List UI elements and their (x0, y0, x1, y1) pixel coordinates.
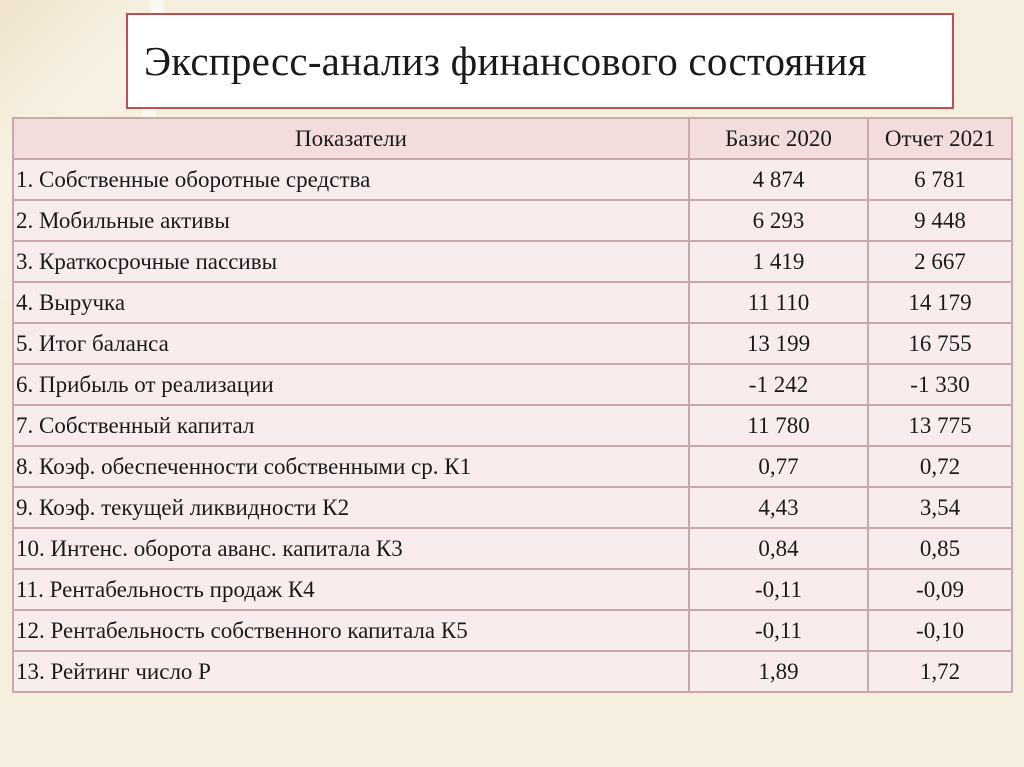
report-value-cell: 14 179 (868, 282, 1012, 323)
indicator-cell: 9. Коэф. текущей ликвидности К2 (13, 487, 689, 528)
table-row (13, 487, 1012, 528)
table-row (13, 569, 1012, 610)
table-row (13, 651, 1012, 692)
base-value-cell: -0,11 (689, 610, 868, 651)
table-row (13, 364, 1012, 405)
indicator-cell: 10. Интенс. оборота аванс. капитала К3 (13, 528, 689, 569)
indicator-cell: 8. Коэф. обеспеченности собственными ср. К1 (13, 446, 689, 487)
indicator-cell: 13. Рейтинг число Р (13, 651, 689, 692)
report-value-cell: -1 330 (868, 364, 1012, 405)
financial-table-container (12, 117, 1013, 693)
base-value-cell: 1 419 (689, 241, 868, 282)
table-row (13, 241, 1012, 282)
base-value-cell: -0,11 (689, 569, 868, 610)
indicator-cell: 2. Мобильные активы (13, 200, 689, 241)
table-header-row (13, 118, 1012, 159)
base-value-cell: 0,84 (689, 528, 868, 569)
indicator-cell: 6. Прибыль от реализации (13, 364, 689, 405)
base-value-cell: 11 780 (689, 405, 868, 446)
indicator-cell: 12. Рентабельность собственного капитала К5 (13, 610, 689, 651)
header-base-2020: Базис 2020 (689, 118, 868, 159)
table-row (13, 528, 1012, 569)
table-row (13, 323, 1012, 364)
base-value-cell: 13 199 (689, 323, 868, 364)
report-value-cell: 3,54 (868, 487, 1012, 528)
header-report-2021: Отчет 2021 (868, 118, 1012, 159)
base-value-cell: 11 110 (689, 282, 868, 323)
base-value-cell: 1,89 (689, 651, 868, 692)
table-row (13, 446, 1012, 487)
indicator-cell: 5. Итог баланса (13, 323, 689, 364)
base-value-cell: 4 874 (689, 159, 868, 200)
report-value-cell: 2 667 (868, 241, 1012, 282)
slide-title: Экспресс-анализ финансового состояния (144, 38, 867, 84)
title-box (126, 13, 954, 109)
table-row (13, 282, 1012, 323)
report-value-cell: -0,09 (868, 569, 1012, 610)
table-row (13, 610, 1012, 651)
report-value-cell: 1,72 (868, 651, 1012, 692)
indicator-cell: 3. Краткосрочные пассивы (13, 241, 689, 282)
report-value-cell: 13 775 (868, 405, 1012, 446)
table-row (13, 200, 1012, 241)
report-value-cell: -0,10 (868, 610, 1012, 651)
header-indicators: Показатели (13, 118, 689, 159)
base-value-cell: 4,43 (689, 487, 868, 528)
report-value-cell: 6 781 (868, 159, 1012, 200)
report-value-cell: 9 448 (868, 200, 1012, 241)
report-value-cell: 0,85 (868, 528, 1012, 569)
base-value-cell: 6 293 (689, 200, 868, 241)
table-row (13, 405, 1012, 446)
base-value-cell: 0,77 (689, 446, 868, 487)
indicator-cell: 11. Рентабельность продаж К4 (13, 569, 689, 610)
indicator-cell: 1. Собственные оборотные средства (13, 159, 689, 200)
report-value-cell: 16 755 (868, 323, 1012, 364)
table-row (13, 159, 1012, 200)
financial-table (12, 117, 1013, 693)
report-value-cell: 0,72 (868, 446, 1012, 487)
base-value-cell: -1 242 (689, 364, 868, 405)
indicator-cell: 7. Собственный капитал (13, 405, 689, 446)
indicator-cell: 4. Выручка (13, 282, 689, 323)
